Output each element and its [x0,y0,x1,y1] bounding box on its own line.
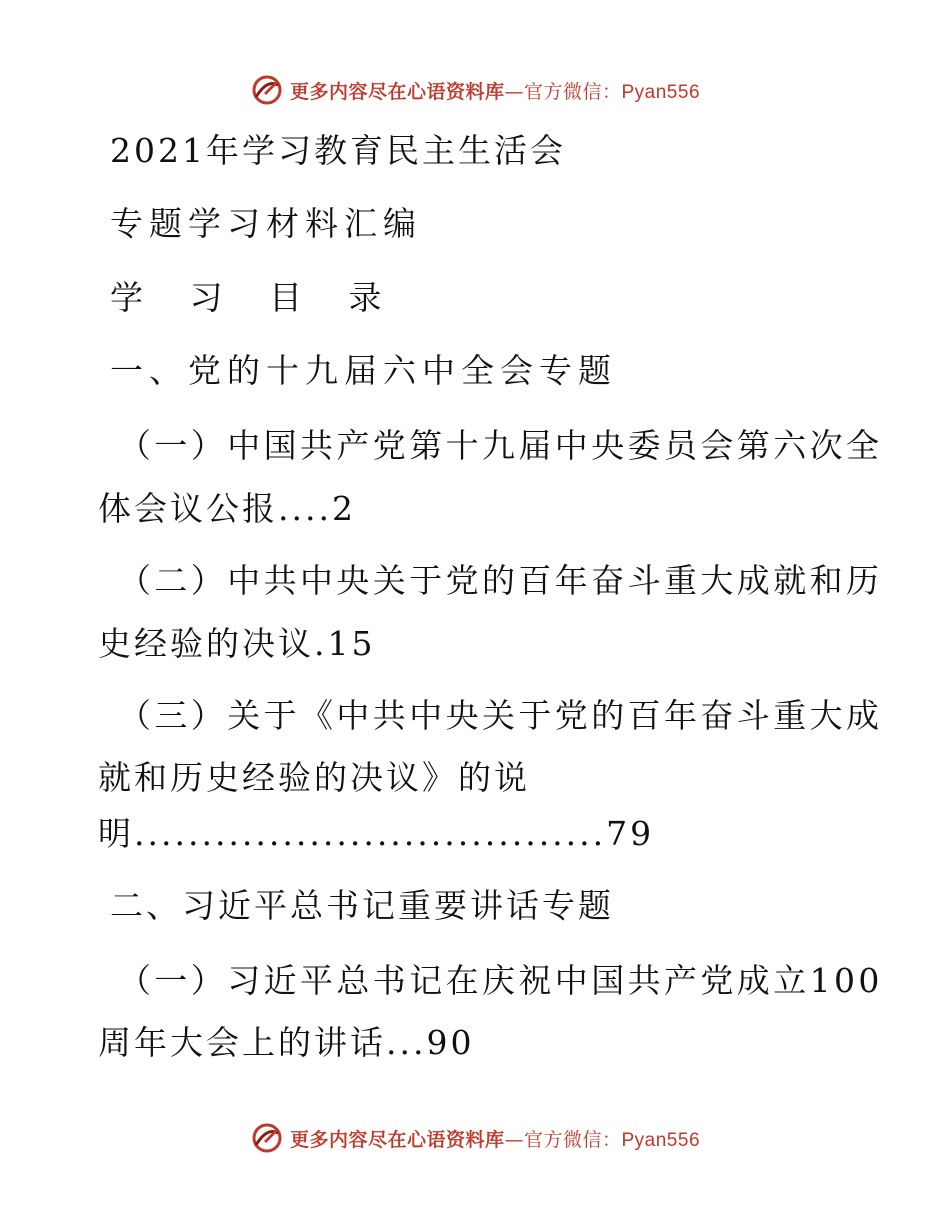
banner-account: Pyan556 [621,81,701,103]
document-subtitle: 专题学习材料汇编 [110,204,422,243]
pen-swirl-logo-icon [250,73,284,107]
banner-dash: — [504,1128,524,1151]
pen-swirl-logo-icon [250,1121,284,1155]
toc-heading: 学 习 目 录 [110,278,400,317]
banner-text [290,77,700,104]
banner-brand: 更多内容尽在心语资料库 [289,1128,505,1151]
toc-item-1-2-line-1: （二）中共中央关于党的百年奋斗重大成就和历 [118,561,883,600]
banner-official: 官方微信： [523,80,622,103]
toc-item-1-1-line-2: 体会议公报....2 [98,489,356,528]
banner-official: 官方微信： [523,1128,622,1151]
toc-section-2: 二、习近平总书记重要讲话专题 [110,886,614,925]
document-title: 2021年学习教育民主生活会 [110,131,566,170]
toc-item-2-1-line-2: 周年大会上的讲话...90 [98,1023,475,1062]
banner-dash: — [504,80,524,103]
banner-text [290,1125,700,1152]
toc-section-1: 一、党的十九届六中全会专题 [110,351,617,390]
toc-item-1-2-line-2: 史经验的决议.15 [98,624,376,663]
toc-item-1-3-line-1: （三）关于《中共中央关于党的百年奋斗重大成 [118,696,883,735]
toc-item-1-3-line-3: 明...................................79 [98,814,655,853]
footer-banner [0,1118,950,1158]
toc-item-1-3-line-2: 就和历史经验的决议》的说 [98,758,530,797]
toc-item-1-1-line-1: （一）中国共产党第十九届中央委员会第六次全 [118,426,883,465]
banner-brand: 更多内容尽在心语资料库 [289,80,505,103]
banner-account: Pyan556 [621,1129,701,1151]
toc-item-2-1-line-1: （一）习近平总书记在庆祝中国共产党成立100 [118,961,883,1000]
header-banner [0,70,950,110]
